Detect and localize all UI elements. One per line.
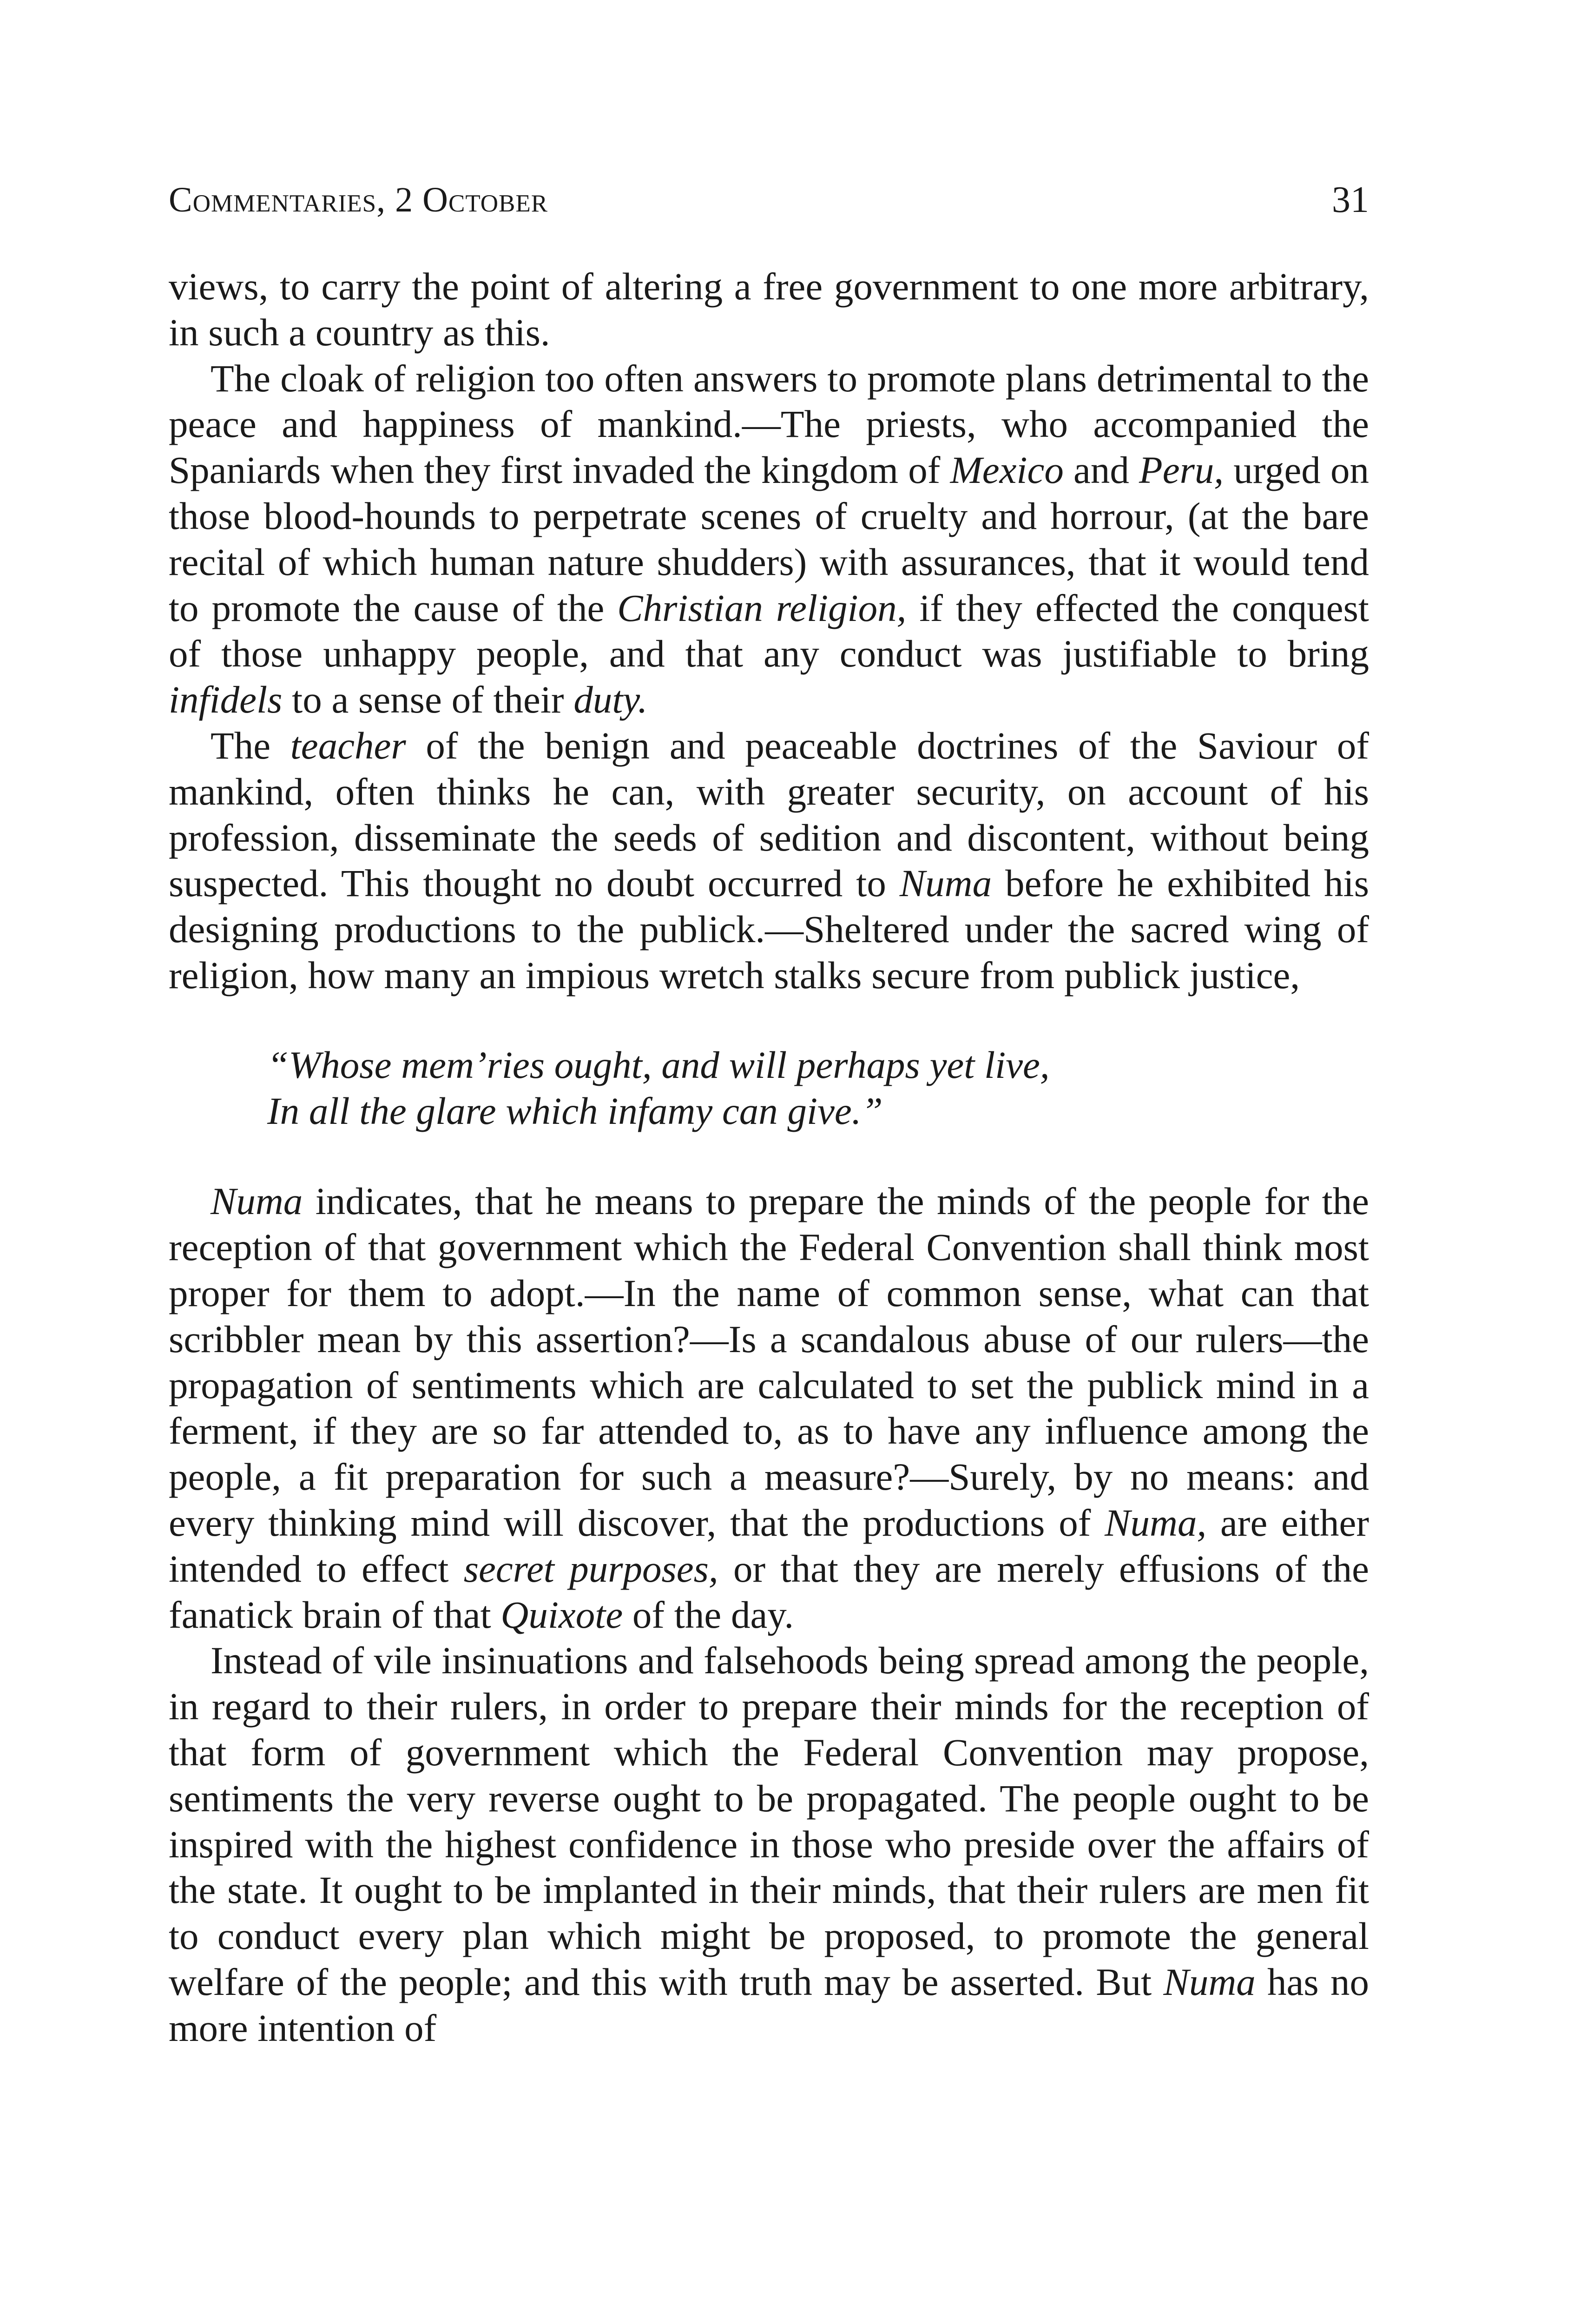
text-run: The <box>211 724 290 767</box>
paragraph <box>169 356 1369 723</box>
paragraph <box>169 1637 1369 2051</box>
italic-text: Numa, <box>1105 1501 1207 1544</box>
italic-text: Numa <box>211 1180 303 1223</box>
italic-text: Mexico <box>950 449 1064 492</box>
text-run: if they effected the conquest of those unhappy people, and that any conduct was justifiable to bring <box>169 586 1369 675</box>
paragraphs-after-verse <box>169 1178 1369 2051</box>
verse-line: In all the glare which infamy can give.” <box>267 1089 883 1132</box>
italic-text: Quixote <box>500 1593 623 1636</box>
page-number: 31 <box>1332 179 1369 220</box>
paragraph <box>169 1178 1369 1637</box>
text-run: to a sense of their <box>282 678 574 721</box>
text-run: are either intended to effect <box>169 1501 1369 1590</box>
running-head: Commentaries, 2 October <box>169 180 548 219</box>
italic-text: duty. <box>573 678 648 721</box>
paragraph <box>169 264 1369 356</box>
italic-text: Peru, <box>1139 449 1224 492</box>
text-run: or that they are merely effusions of the fanatick brain of that <box>169 1547 1369 1636</box>
text-run: before he exhibited his designing productions to the publick.—Sheltered under the sacred wing of religion, how many an impious wretch stalks secure from publick justice, <box>169 862 1369 997</box>
text-run: views, to carry the point of altering a free government to one more arbitrary, in such a country as this. <box>169 265 1369 354</box>
italic-text: Numa <box>1163 1960 1256 2003</box>
text-run: of the benign and peaceable doctrines of the Saviour of mankind, often thinks he can, with greater security, on account of his profession, disseminate the seeds of sedition and discontent, without being suspected. This thought no doubt occurred to <box>169 724 1369 905</box>
verse-quotation <box>169 1042 1369 1134</box>
verse-line: “Whose mem’ries ought, and will perhaps yet live, <box>267 1043 1050 1086</box>
italic-text: Christian religion, <box>617 586 907 629</box>
text-run: Instead of vile insinuations and falsehoods being spread among the people, in regard to their rulers, in order to prepare their minds for the reception of that form of government which the Federal Convention may propose, sentiments the very reverse ought to be propagated. The people ought to be inspired with the highest confidence in those who preside over the affairs of the state. It ought to be implanted in their minds, that their rulers are men fit to conduct every plan which might be proposed, to promote the general welfare of the people; and this with truth may be asserted. But <box>169 1639 1369 2003</box>
text-run: indicates, that he means to prepare the minds of the people for the reception of that government which the Federal Convention shall think most proper for them to adopt.—In the name of common sense, what can that scribbler mean by this assertion?—Is a scandalous abuse of our rulers—the propagation of sentiments which are calculated to set the publick mind in a ferment, if they are so far attended to, as to have any influence among the people, a fit preparation for such a measure?—Surely, by no means: and every thinking mind will discover, that the productions of <box>169 1180 1369 1544</box>
page-header <box>169 177 1369 223</box>
paragraphs-before-verse <box>169 264 1369 998</box>
text-run: and <box>1063 449 1139 492</box>
italic-text: Numa <box>899 862 992 905</box>
italic-text: teacher <box>290 724 406 767</box>
text-run: has no more intention of <box>169 1960 1369 2049</box>
paragraph <box>169 723 1369 998</box>
text-run: urged on those blood-hounds to perpetrate scenes of cruelty and horrour, (at the bare recital of which human nature shudders) with assurances, that it would tend to promote the cause of the <box>169 449 1369 629</box>
body-text <box>169 264 1369 2051</box>
italic-text: infidels <box>169 678 283 721</box>
text-run: The cloak of religion too often answers to promote plans detrimental to the peace and happiness of mankind.—The priests, who accompanied the Spaniards when they first invaded the kingdom of <box>169 357 1369 492</box>
text-run: of the day. <box>623 1593 794 1636</box>
italic-text: secret purposes, <box>463 1547 718 1590</box>
